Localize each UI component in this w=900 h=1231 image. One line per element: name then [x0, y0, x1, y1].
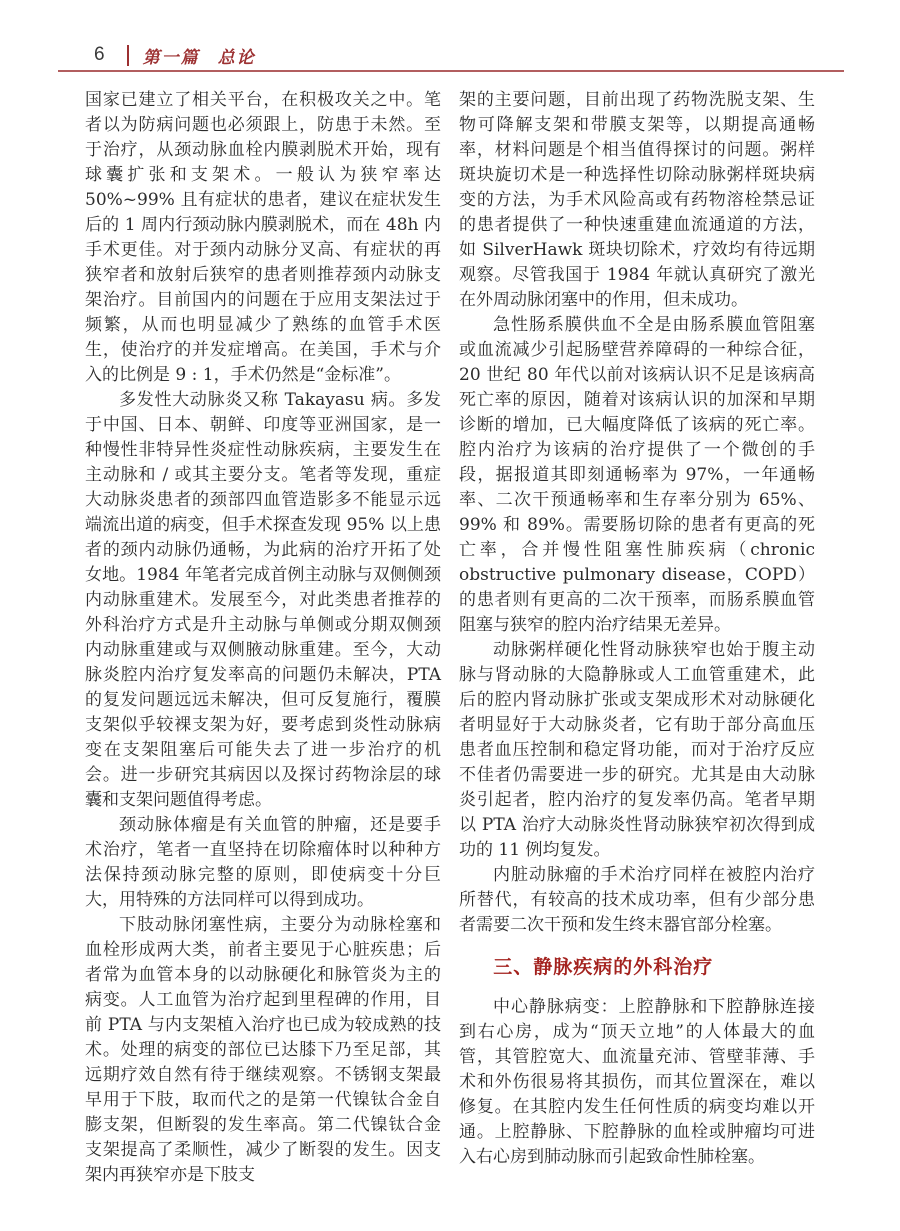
running-head-rule: [58, 70, 844, 72]
paragraph: 下肢动脉闭塞性病，主要分为动脉栓塞和血栓形成两大类，前者主要见于心脏疾患；后者常为血管本身的以动脉硬化和脉管炎为主的病变。人工血管为治疗起到里程碑的作用，目前 PTA 与内支架植入治疗也已成为较成熟的技术。处理的病变的部位已达膝下乃至足部，其远期疗效自然有待于继续观察。不锈钢支架最早用于下肢，取而代之的是第一代镍钛合金自膨支架，但断裂的发生率高。第二代镍钛合金支架提高了柔顺性，减少了断裂的发生。因支架内再狭窄亦是下肢支: [85, 915, 441, 1185]
running-head-divider: [127, 45, 129, 66]
paragraph: 中心静脉病变：上腔静脉和下腔静脉连接到右心房，成为“顶天立地”的人体最大的血管，其管腔宽大、血流量充沛、管壁菲薄、手术和外伤很易将其损伤，而其位置深在，难以修复。在其腔内发生任何性质的病变均难以开通。上腔静脉、下腔静脉的血栓或肿瘤均可进入右心房到肺动脉而引起致命性肺栓塞。: [459, 997, 815, 1167]
running-head: [58, 42, 844, 68]
paragraph: 国家已建立了相关平台，在积极攻关之中。笔者以为防病问题也必须跟上，防患于未然。至于治疗，从颈动脉血栓内膜剥脱术开始，现有球囊扩张和支架术。一般认为狭窄率达 50%~99% 且有症状的患者，建议在症状发生后的 1 周内行颈动脉内膜剥脱术，而在 48h 内手术更佳。对于颈内动脉分叉高、有症状的再狭窄者和放射后狭窄的患者则推荐颈内动脉支架治疗。目前国内的问题在于应用支架法过于频繁，从而也明显减少了熟练的血管手术医生，使治疗的并发症增高。在美国，手术与介入的比例是 9 : 1，手术仍然是“金标准”。: [85, 90, 441, 385]
running-head-part: 第一篇: [142, 47, 200, 68]
paragraph: 动脉粥样硬化性肾动脉狭窄也始于腹主动脉与肾动脉的大隐静脉或人工血管重建术，此后的腔内肾动脉扩张或支架成形术对动脉硬化者明显好于大动脉炎者，它有助于部分高血压患者血压控制和稳定肾功能，而对于治疗反应不佳者仍需要进一步的研究。尤其是由大动脉炎引起者，腔内治疗的复发率仍高。笔者早期以 PTA 治疗大动脉炎性肾动脉狭窄初次得到成功的 11 例均复发。: [459, 640, 815, 860]
section-heading: 三、静脉疾病的外科治疗: [493, 957, 714, 978]
page-number: 6: [94, 44, 105, 65]
running-head-title: 总论: [217, 47, 256, 68]
text-column-right: [459, 88, 815, 1170]
paragraph: 内脏动脉瘤的手术治疗同样在被腔内治疗所替代，有较高的技术成功率，但有少部分患者需要二次干预和发生终末器官部分栓塞。: [459, 865, 815, 935]
paragraph: 多发性大动脉炎又称 Takayasu 病。多发于中国、日本、朝鲜、印度等亚洲国家，是一种慢性非特异性炎症性动脉疾病，主要发生在主动脉和 / 或其主要分支。笔者等发现，重症大动脉炎患者的颈部四血管造影多不能显示远端流出道的病变，但手术探查发现 95% 以上患者的颈内动脉仍通畅，为此病的治疗开拓了处女地。1984 年笔者完成首例主动脉与双侧侧颈内动脉重建术。发展至今，对此类患者推荐的外科治疗方式是升主动脉与单侧或分期双侧颈内动脉重建或与双侧腋动脉重建。至今，大动脉炎腔内治疗复发率高的问题仍未解决，PTA 的复发问题远远未解决，但可反复施行，覆膜支架似乎较裸支架为好，要考虑到炎性动脉病变在支架阻塞后可能失去了进一步治疗的机会。进一步研究其病因以及探讨药物涂层的球囊和支架问题值得考虑。: [85, 390, 441, 810]
paragraph: 架的主要问题，目前出现了药物洗脱支架、生物可降解支架和带膜支架等，以期提高通畅率，材料问题是个相当值得探讨的问题。粥样斑块旋切术是一种选择性切除动脉粥样斑块病变的方法，为手术风险高或有药物溶栓禁忌证的患者提供了一种快速重建血流通道的方法，如 SilverHawk 斑块切除术，疗效均有待远期观察。尽管我国于 1984 年就认真研究了激光在外周动脉闭塞中的作用，但未成功。: [459, 90, 815, 310]
paragraph: 急性肠系膜供血不全是由肠系膜血管阻塞或血流减少引起肠壁营养障碍的一种综合征，20 世纪 80 年代以前对该病认识不足是该病高死亡率的原因，随着对该病认识的加深和早期诊断的增加，已大幅度降低了该病的死亡率。腔内治疗为该病的治疗提供了一个微创的手段，据报道其即刻通畅率为 97%，一年通畅率、二次干预通畅率和生存率分别为 65%、99% 和 89%。需要肠切除的患者有更高的死亡率，合并慢性阻塞性肺疾病（chronic obstructive pulmonary disease，COPD）的患者则有更高的二次干预率，而肠系膜血管阻塞与狭窄的腔内治疗结果无差异。: [459, 315, 815, 635]
paragraph: 颈动脉体瘤是有关血管的肿瘤，还是要手术治疗，笔者一直坚持在切除瘤体时以种种方法保持颈动脉完整的原则，即使病变十分巨大，用特殊的方法同样可以得到成功。: [85, 815, 441, 910]
text-column-left: [85, 88, 441, 1188]
